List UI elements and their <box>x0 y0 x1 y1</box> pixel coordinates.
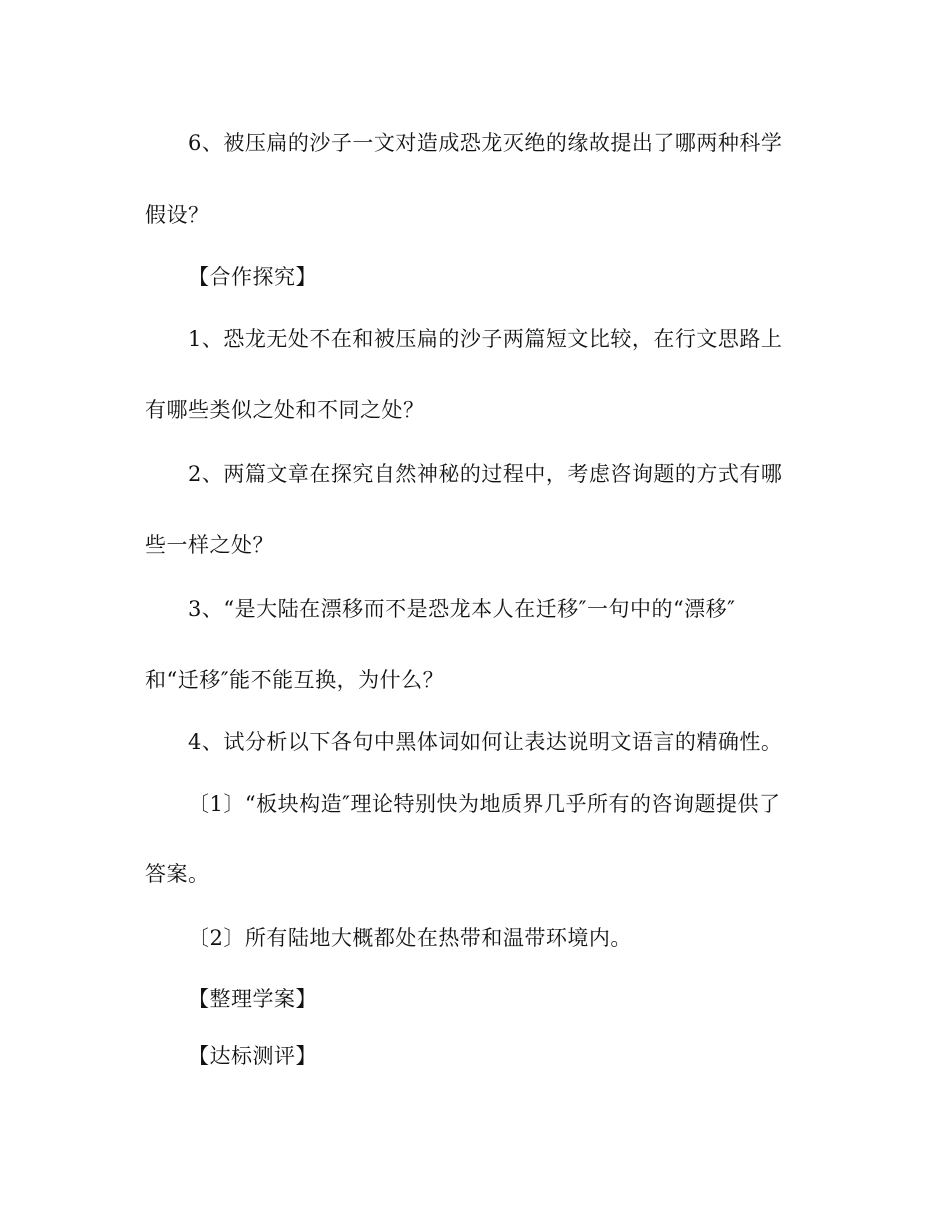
cooperate-item-2-line-1: 2、两篇文章在探究自然神秘的过程中，考虑咨询题的方式有哪 <box>188 462 783 486</box>
item-4-sub-2-line-1: 〔2〕所有陆地大概都处在热带和温带环境内。 <box>188 926 632 950</box>
cooperate-item-2-line-2: 些一样之处？ <box>145 533 274 557</box>
cooperate-item-3-line-2: 和“迁移″能不能互换，为什么？ <box>145 668 445 692</box>
cooperate-item-4-line-1: 4、试分析以下各句中黑体词如何让表达说明文语言的精确性。 <box>188 730 783 754</box>
section-heading-cooperate: 【合作探究】 <box>188 265 317 289</box>
cooperate-item-3-line-1: 3、“是大陆在漂移而不是恐龙本人在迁移″一句中的“漂移″ <box>188 597 736 621</box>
question-6-line-2: 假设？ <box>145 203 210 227</box>
question-6-line-1: 6、被压扁的沙子一文对造成恐龙灭绝的缘故提出了哪两种科学 <box>188 131 783 155</box>
item-4-sub-1-line-1: 〔1〕“板块构造″理论特别快为地质界几乎所有的咨询题提供了 <box>188 792 781 816</box>
section-heading-organize: 【整理学案】 <box>188 987 317 1011</box>
item-4-sub-1-line-2: 答案。 <box>145 862 210 886</box>
cooperate-item-1-line-1: 1、恐龙无处不在和被压扁的沙子两篇短文比较，在行文思路上 <box>188 327 783 351</box>
section-heading-assess: 【达标测评】 <box>188 1044 317 1068</box>
cooperate-item-1-line-2: 有哪些类似之处和不同之处？ <box>145 398 425 422</box>
